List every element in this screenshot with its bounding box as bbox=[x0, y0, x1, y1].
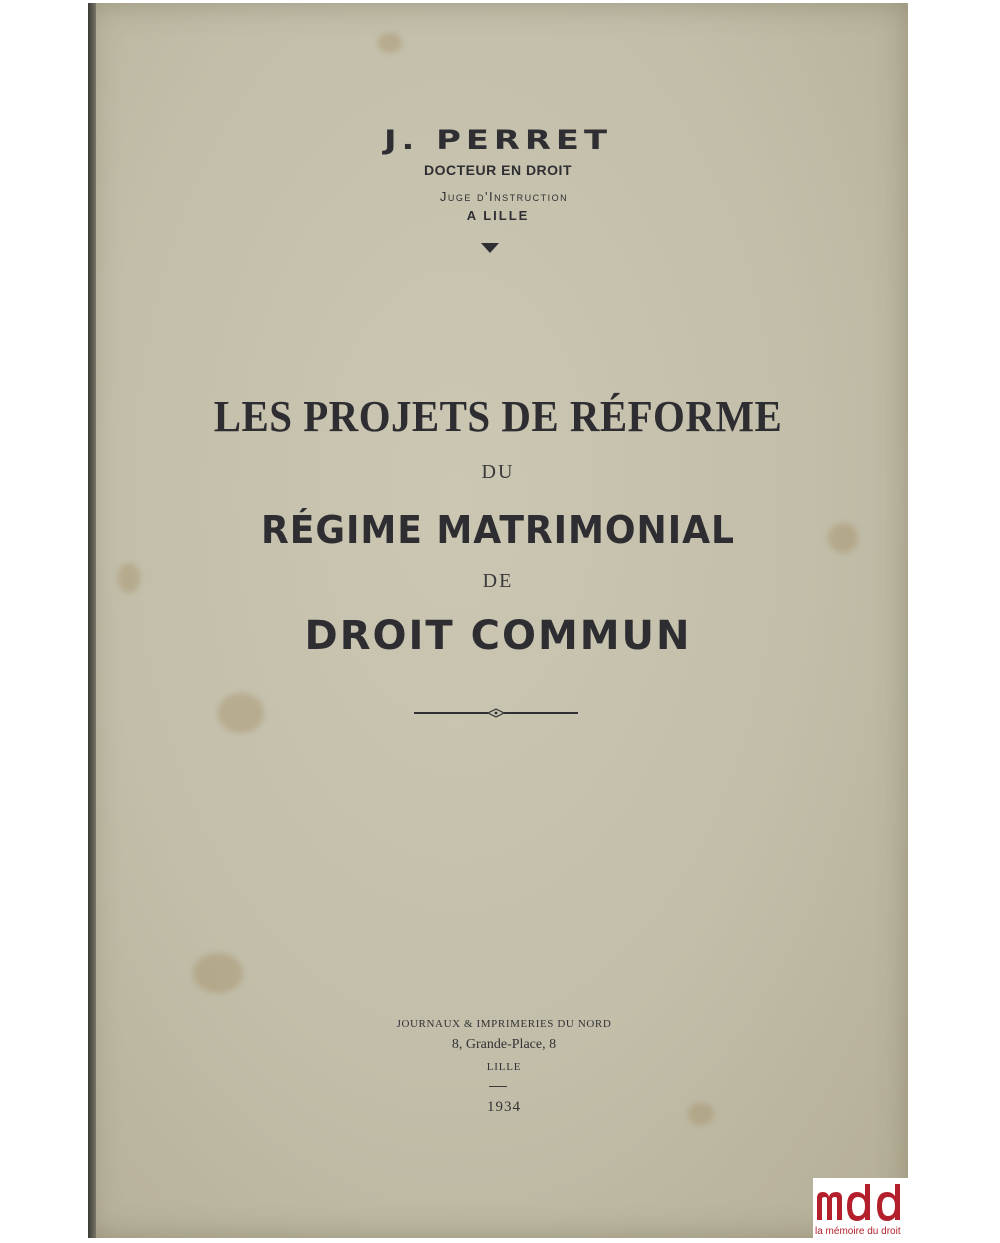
title-conjunction-2: DE bbox=[482, 570, 514, 592]
watermark-caption: la mémoire du droit bbox=[815, 1226, 901, 1237]
author-city: A LILLE bbox=[466, 208, 530, 223]
watermark-logo bbox=[813, 1178, 913, 1240]
author-degree: DOCTEUR EN DROIT bbox=[424, 162, 572, 178]
book-cover bbox=[88, 3, 908, 1238]
triangle-ornament-icon bbox=[481, 243, 499, 253]
divider-ornament-icon bbox=[414, 706, 578, 720]
author-role: Juge d'Instruction bbox=[439, 189, 569, 204]
author-name: J. PERRET bbox=[383, 125, 612, 156]
title-line-1: LES PROJETS DE RÉFORME bbox=[213, 392, 783, 441]
foxing-stain bbox=[193, 953, 243, 993]
foxing-stain bbox=[378, 33, 402, 53]
title-conjunction-1: DU bbox=[481, 461, 515, 483]
title-line-3: DROIT COMMUN bbox=[304, 613, 692, 659]
publisher-name: JOURNAUX & IMPRIMERIES DU NORD bbox=[396, 1018, 612, 1030]
divider-dash bbox=[489, 1086, 507, 1087]
foxing-stain bbox=[218, 693, 264, 733]
publisher-city: LILLE bbox=[486, 1061, 522, 1073]
title-line-2: RÉGIME MATRIMONIAL bbox=[261, 508, 735, 552]
mdd-logo-icon bbox=[813, 1178, 913, 1226]
publisher-address: 8, Grande-Place, 8 bbox=[451, 1037, 557, 1052]
publication-year: 1934 bbox=[487, 1099, 521, 1115]
